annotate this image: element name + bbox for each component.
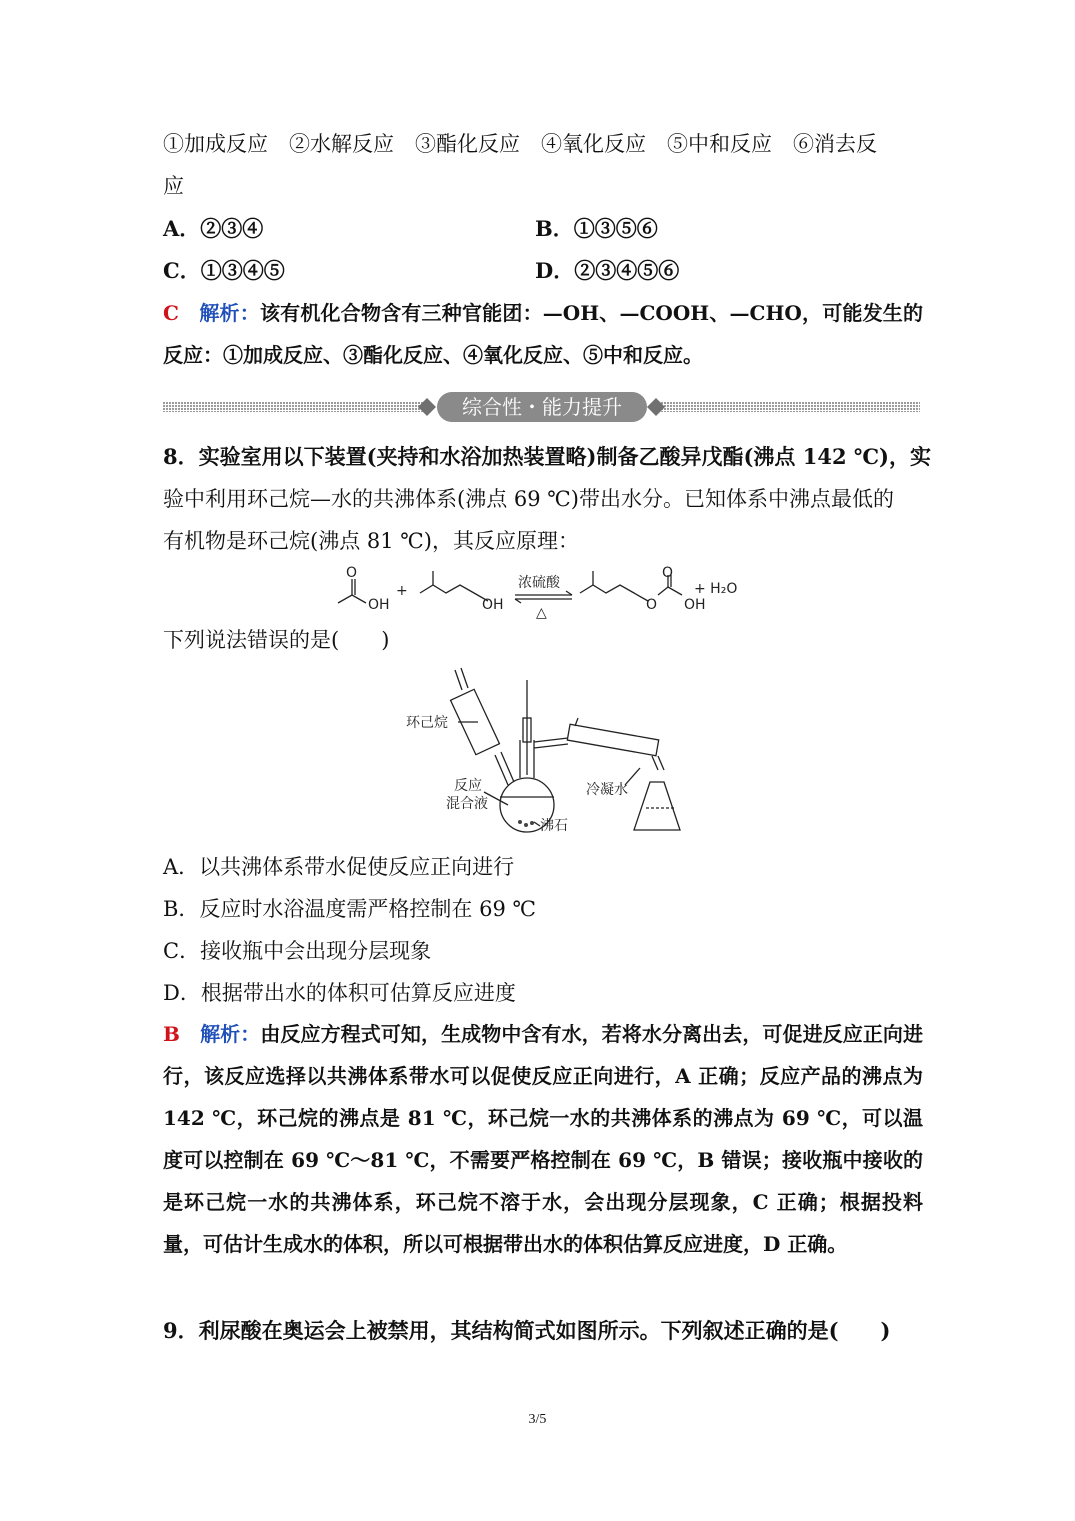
q7-reaction-types-line2: 应 bbox=[163, 174, 184, 198]
catalyst-label: 浓硫酸 bbox=[518, 575, 560, 591]
q7-option-b: B．①③⑤⑥ bbox=[535, 216, 658, 241]
q7-answer: C bbox=[163, 301, 179, 325]
label-reaction-1: 反应 bbox=[454, 778, 482, 794]
heat-label: △ bbox=[536, 605, 547, 620]
section-banner bbox=[163, 390, 920, 424]
water-product: + H₂O bbox=[694, 581, 738, 597]
acid-oh: OH bbox=[368, 597, 390, 613]
alcohol-oh: OH bbox=[482, 597, 504, 613]
label-cooling-water: 冷凝水 bbox=[586, 782, 628, 798]
product-oh: OH bbox=[684, 597, 706, 613]
q8-question: 下列说法错误的是( ) bbox=[163, 628, 390, 652]
section-banner-title: 综合性・能力提升 bbox=[462, 395, 622, 419]
q7-explanation-text: 该有机化合物含有三种官能团：—OH、—COOH、—CHO，可能发生的反应：①加成反应、③酯化反应、④氧化反应、⑤中和反应。 bbox=[163, 301, 923, 367]
q8-answer: B bbox=[163, 1022, 180, 1046]
q7-option-c: C．①③④⑤ bbox=[163, 258, 285, 283]
q8-explanation-text: 由反应方程式可知，生成物中含有水，若将水分离出去，可促进反应正向进行，该反应选择以共沸体系带水可以促使反应正向进行，A 正确；反应产品的沸点为 142 ℃，环己烷的沸点是 81 ℃，环己烷一水的共沸体系的沸点为 69 ℃，可以温度可以控制在 69 ℃～81 ℃，不需要严格控制在 69 ℃，B 错误；接收瓶中接收的是环己烷一水的共沸体系，环己烷不溶于水，会出现分层现象，C 正确；根据投料量，可估计生成水的体积，所以可根据带出水的体积估算反应进度，D 正确。 bbox=[163, 1022, 924, 1256]
q8-stem-line2: 验中利用环己烷—水的共沸体系(沸点 69 ℃)带出水分。已知体系中沸点最低的 bbox=[163, 487, 894, 511]
q7-reaction-types-line1: ①加成反应 ②水解反应 ③酯化反应 ④氧化反应 ⑤中和反应 ⑥消去反 bbox=[163, 132, 877, 156]
page-number: 3/5 bbox=[528, 1412, 547, 1427]
reaction-equation bbox=[330, 565, 750, 620]
q9-stem: 9．利尿酸在奥运会上被禁用，其结构简式如图所示。下列叙述正确的是( ) bbox=[163, 1318, 891, 1343]
q8-jiexi-label: 解析： bbox=[200, 1022, 261, 1046]
plus-sign: + bbox=[396, 583, 408, 599]
q8-option-d: D．根据带出水的体积可估算反应进度 bbox=[163, 981, 516, 1005]
ester-carbonyl-o: O bbox=[662, 565, 674, 581]
label-boiling-stone: 沸石 bbox=[540, 818, 568, 834]
label-cyclohexane: 环己烷 bbox=[406, 715, 448, 731]
q8-explanation bbox=[163, 1013, 923, 1265]
q8-option-b: B．反应时水浴温度需严格控制在 69 ℃ bbox=[163, 897, 536, 921]
acid-carbonyl-o: O bbox=[346, 565, 358, 581]
q8-option-c: C．接收瓶中会出现分层现象 bbox=[163, 939, 432, 963]
q8-option-a: A．以共沸体系带水促使反应正向进行 bbox=[163, 855, 515, 879]
apparatus-diagram bbox=[400, 660, 700, 845]
q8-stem-line1: 8．实验室用以下装置(夹持和水浴加热装置略)制备乙酸异戊酯(沸点 142 ℃)，实 bbox=[163, 444, 931, 469]
q7-option-a: A．②③④ bbox=[163, 216, 264, 241]
ester-o: O bbox=[646, 597, 658, 613]
q7-explanation bbox=[163, 292, 923, 376]
q7-option-d: D．②③④⑤⑥ bbox=[535, 258, 680, 283]
q8-stem-line3: 有机物是环己烷(沸点 81 ℃)，其反应原理： bbox=[163, 529, 579, 553]
label-reaction-2: 混合液 bbox=[446, 796, 488, 812]
q7-jiexi-label: 解析： bbox=[199, 301, 260, 325]
